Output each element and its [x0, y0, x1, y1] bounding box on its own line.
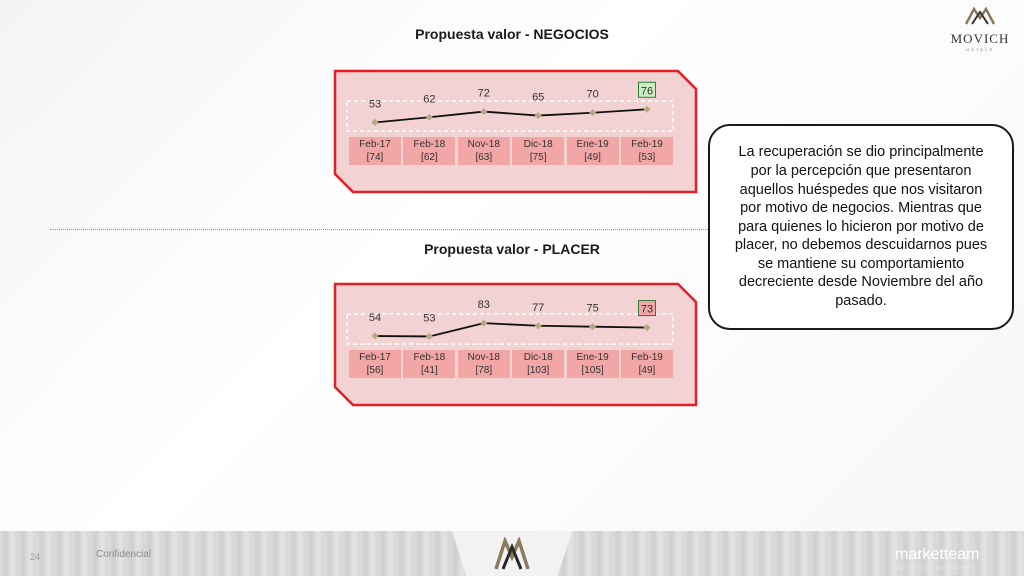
sample-count: [105] — [581, 365, 604, 376]
data-label: 72 — [477, 87, 490, 100]
section-divider — [50, 229, 710, 230]
data-label: 53 — [368, 98, 382, 111]
category-cell — [567, 350, 619, 378]
sample-count: [49] — [638, 365, 656, 376]
sample-count: [62] — [421, 152, 438, 163]
category-label: Nov-18 — [467, 139, 500, 150]
category-cell — [403, 137, 455, 165]
category-label: Feb-19 — [631, 352, 663, 363]
category-label: Nov-18 — [467, 352, 500, 363]
sample-count: [56] — [366, 365, 384, 376]
data-label: 73 — [640, 303, 654, 316]
category-label: Feb-17 — [359, 352, 391, 363]
marketteam-tagline: CULTURA DE CONOCIMIENTO — [897, 565, 978, 570]
category-cell — [512, 137, 564, 165]
category-cell — [621, 137, 673, 165]
footer-movich-mark-icon — [490, 537, 534, 571]
category-label: Feb-18 — [413, 352, 446, 363]
sample-count: [53] — [638, 152, 656, 163]
category-cell — [621, 350, 673, 378]
sample-count: [103] — [527, 365, 550, 376]
movich-logo — [942, 6, 1018, 52]
sample-count: [49] — [584, 152, 601, 163]
footer-confidential: Confidencial — [96, 549, 152, 560]
data-label: 83 — [477, 299, 490, 312]
data-label: 54 — [368, 312, 382, 324]
logo-subtitle: HOTELS — [965, 47, 994, 52]
category-cell — [512, 350, 564, 378]
insight-callout — [708, 124, 1014, 330]
data-label: 65 — [532, 91, 545, 104]
page-number: 24 — [30, 552, 41, 562]
logo-wordmark: MOVICH — [950, 31, 1010, 46]
category-cell — [458, 137, 510, 165]
data-label: 70 — [586, 88, 599, 101]
category-cell — [403, 350, 455, 378]
category-label: Dic-18 — [523, 352, 553, 363]
category-label: Ene-19 — [576, 139, 609, 150]
category-cell — [349, 350, 401, 378]
chart-panel-placer — [333, 282, 698, 407]
category-label: Feb-17 — [359, 139, 391, 150]
data-label: 77 — [532, 301, 545, 314]
marketteam-logo: marketteam — [895, 546, 980, 563]
data-label: 76 — [640, 85, 654, 98]
data-label: 53 — [423, 312, 436, 325]
sample-count: [41] — [421, 365, 438, 376]
chart-svg-placer — [333, 282, 698, 407]
category-label: Dic-18 — [523, 139, 553, 150]
category-cell — [458, 350, 510, 378]
sample-count: [74] — [366, 152, 384, 163]
category-label: Feb-18 — [413, 139, 446, 150]
category-cell — [567, 137, 619, 165]
sample-count: [63] — [475, 152, 493, 163]
chart-title-negocios: Propuesta valor - NEGOCIOS — [415, 26, 609, 42]
data-label: 75 — [586, 302, 599, 315]
movich-mark-icon — [960, 6, 1000, 26]
category-cell — [349, 137, 401, 165]
callout-text: La recuperación se dio principalmente por la percepción que presentaron aquellos huéspedes que nos visitaron por motivo de negocios. Mientras que para quienes lo hicieron por motivo de placer, no debemos descuidarnos pues se mantiene su comportamiento decreciente desde Noviembre del año pasado. — [734, 144, 988, 310]
data-label: 62 — [423, 93, 436, 106]
chart-panel-negocios — [333, 69, 698, 194]
chart-svg-negocios — [333, 69, 698, 194]
chart-title-placer: Propuesta valor - PLACER — [424, 241, 600, 257]
category-label: Ene-19 — [576, 352, 609, 363]
category-label: Feb-19 — [631, 139, 663, 150]
sample-count: [75] — [529, 152, 547, 163]
sample-count: [78] — [475, 365, 493, 376]
